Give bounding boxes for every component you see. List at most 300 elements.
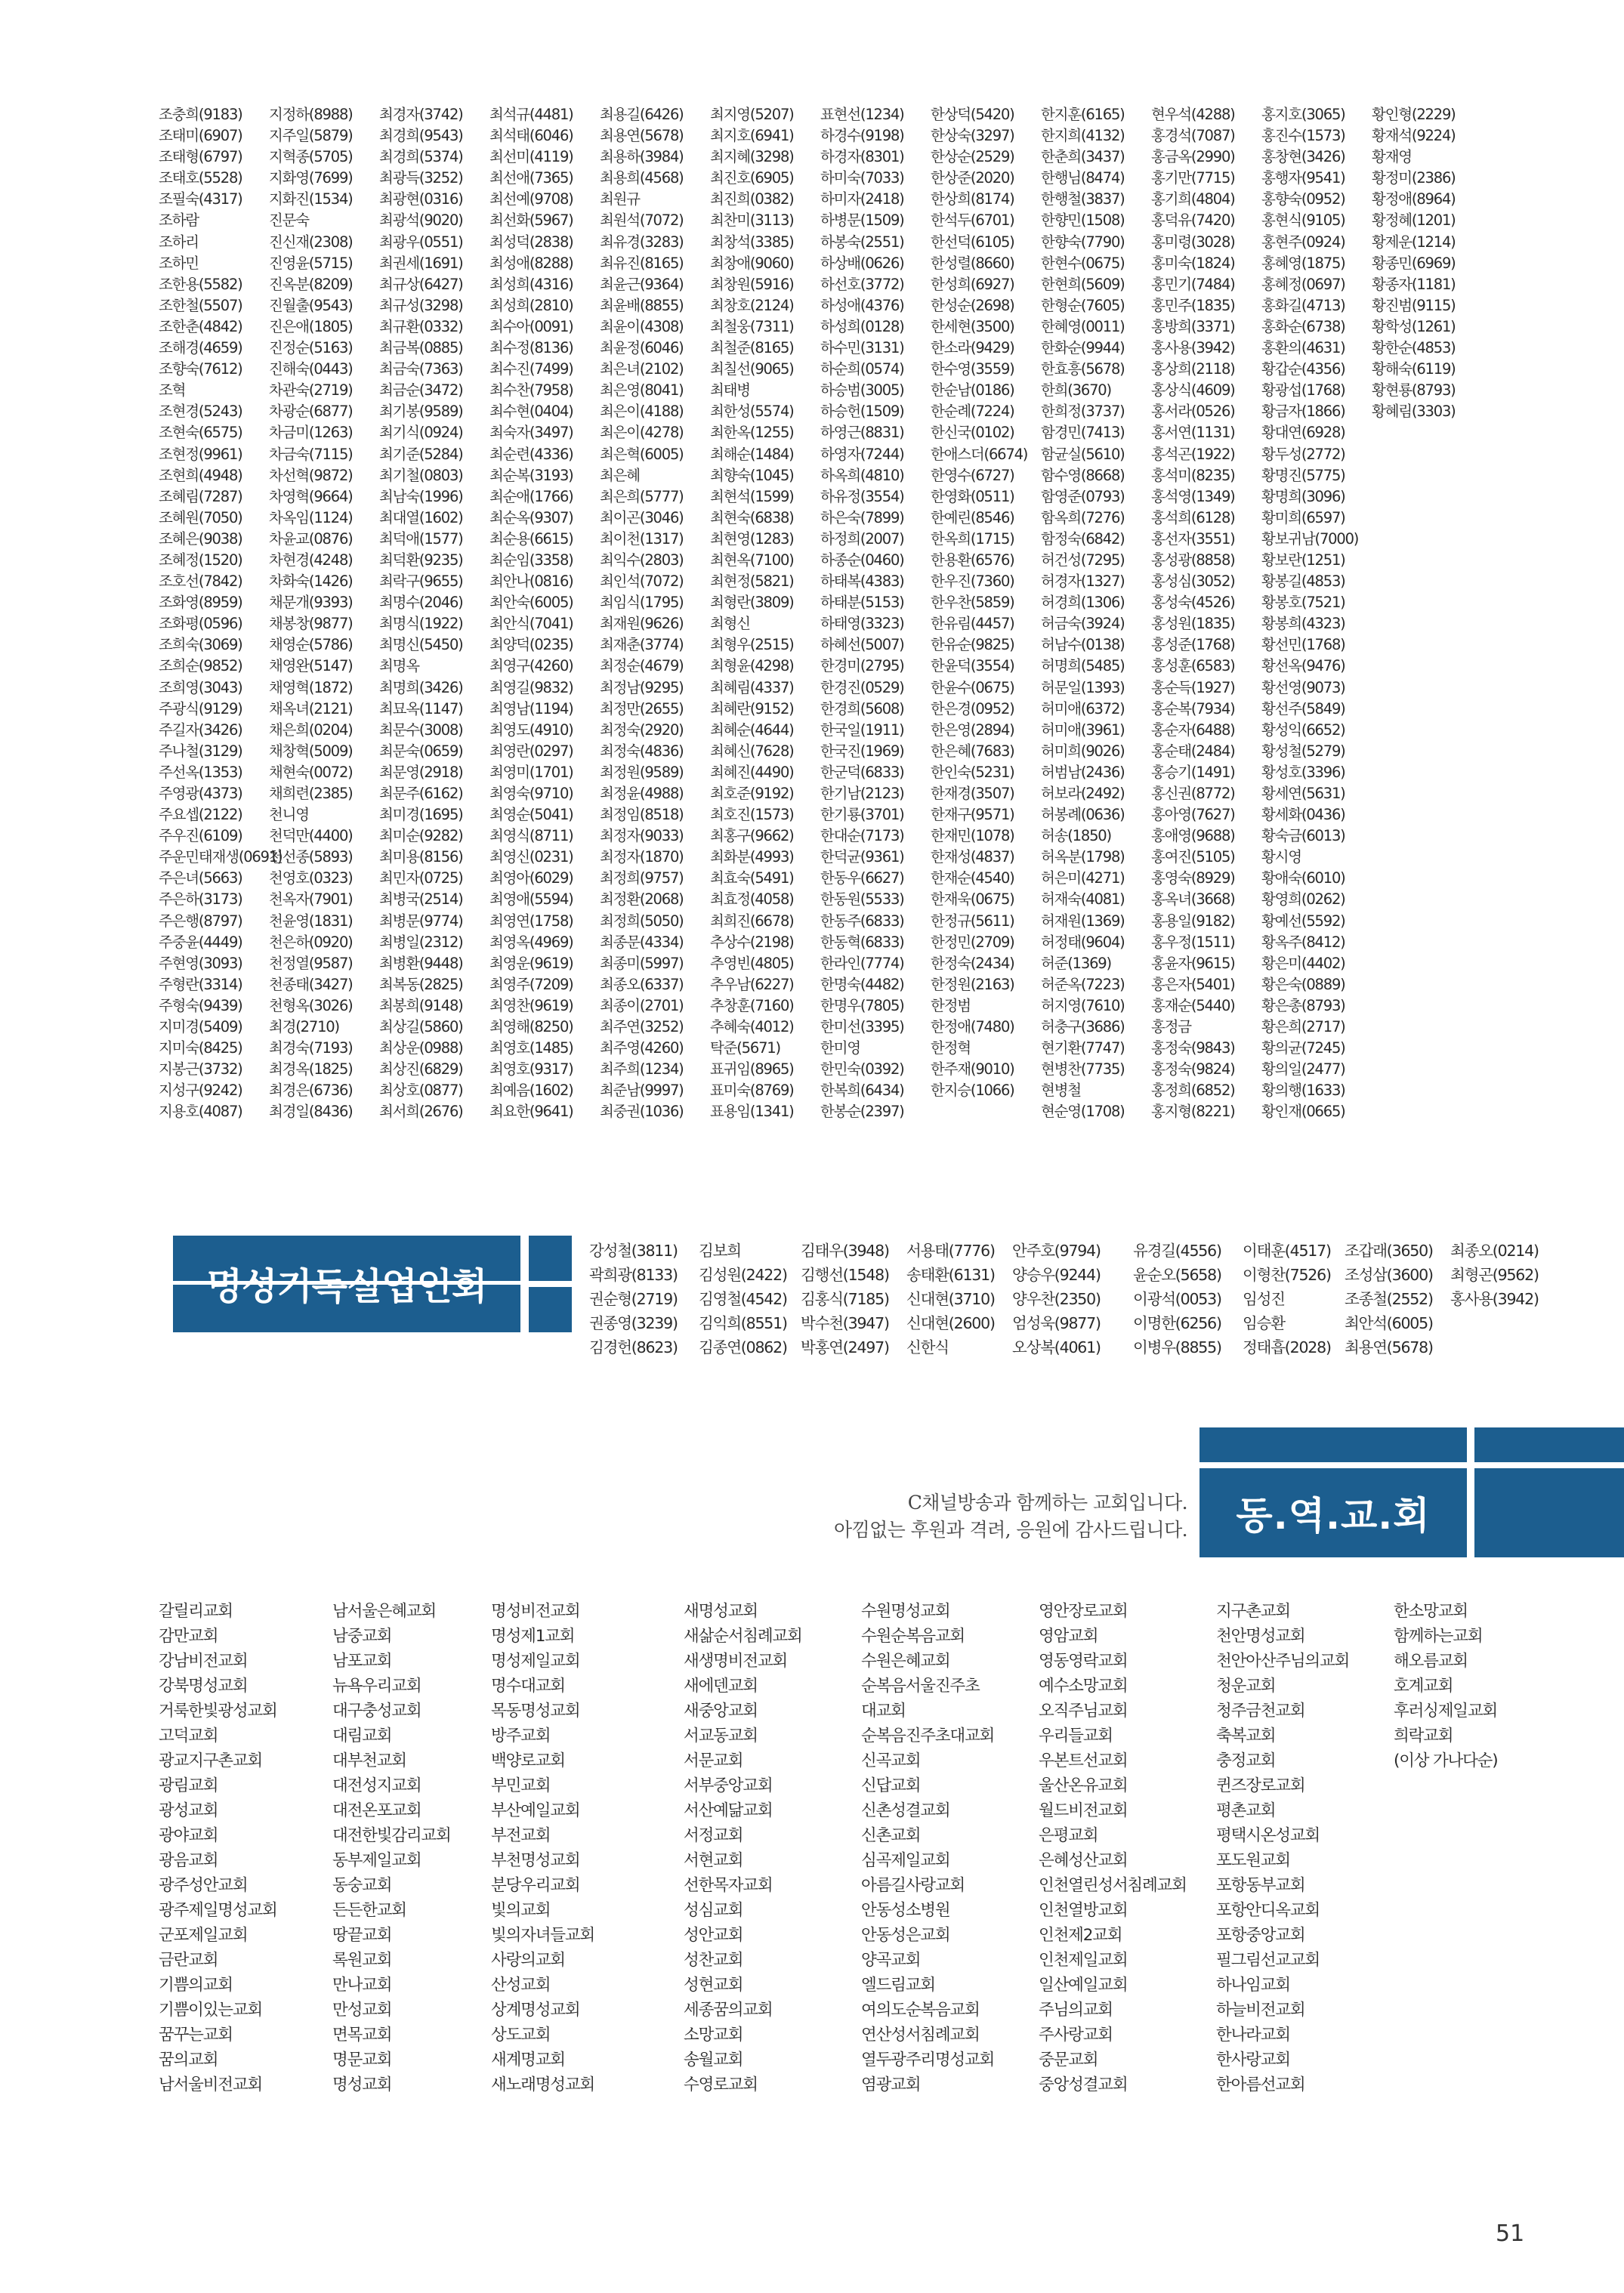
donor-name: 황성철(5279) (1261, 742, 1345, 760)
donor-name: 차영혁(9664) (269, 487, 353, 505)
donor-name: 한소라(9429) (931, 339, 1014, 357)
donor-name: 하선호(3772) (820, 275, 904, 293)
donor-name: 허범남(2436) (1041, 763, 1125, 781)
donor-name: 최진호(6905) (710, 169, 794, 187)
donor-name: 한재구(9571) (931, 806, 1014, 824)
donor-name: 조한철(5507) (159, 296, 242, 314)
donor-name: 하혜선(5007) (820, 636, 904, 654)
donor-name: 황옥주(8412) (1261, 933, 1345, 951)
donor-name: 최은이(4278) (600, 424, 684, 442)
donor-name: 하성애(4376) (820, 296, 904, 314)
list-column (1261, 104, 1367, 1123)
church-name: 은평교회 (1039, 1826, 1098, 1845)
church-name: 하나임교회 (1216, 1976, 1290, 1995)
donor-name: 한상순(2529) (931, 148, 1014, 166)
church-name: 부전교회 (491, 1826, 551, 1845)
church-name: 기쁨의교회 (159, 1976, 233, 1995)
donor-list (159, 104, 1518, 1123)
donor-name: 한행철(3837) (1041, 190, 1125, 208)
donor-name: 홍석곤(1922) (1151, 445, 1235, 463)
list-column (1012, 1239, 1133, 1359)
donor-name: 조충희(9183) (159, 106, 242, 123)
donor-name: 조화평(0596) (159, 615, 242, 633)
donor-name: 홍방희(3371) (1151, 317, 1235, 335)
donor-name: 주형란(3314) (159, 975, 242, 993)
church-name: 인천제2교회 (1039, 1926, 1122, 1945)
donor-name: 추상수(2198) (710, 933, 794, 951)
donor-name: 차화숙(1426) (269, 572, 353, 591)
donor-name: 최병일(2312) (379, 933, 463, 951)
donor-name: 한상희(8174) (931, 190, 1014, 208)
donor-name: 최주희(1234) (600, 1060, 684, 1079)
donor-name: 최유진(8165) (600, 254, 684, 272)
donor-name: 하수민(3131) (820, 339, 904, 357)
church-name: 우본트선교회 (1039, 1751, 1128, 1770)
church-name: 호계교회 (1394, 1677, 1453, 1696)
donor-name: 한현수(0675) (1041, 254, 1125, 272)
donor-name: 최수현(0404) (489, 403, 573, 421)
donor-name: 최경일(8436) (269, 1103, 353, 1121)
donor-name: 한봉순(2397) (820, 1103, 904, 1121)
church-name: 한아름선교회 (1216, 2075, 1305, 2094)
donor-name: 홍성숙(4526) (1151, 594, 1235, 612)
donor-name: 진정순(5163) (269, 339, 353, 357)
donor-name: 최정희(5050) (600, 912, 684, 930)
member-name: 김행선(1548) (801, 1266, 889, 1284)
donor-name: 한상덕(5420) (931, 106, 1014, 123)
donor-name: 최권세(1691) (379, 254, 463, 272)
donor-name: 최석규(4481) (489, 106, 573, 123)
donor-name: 홍성광(8858) (1151, 551, 1235, 569)
donor-name: 허남수(0138) (1041, 636, 1125, 654)
donor-name: 최희진(6678) (710, 912, 794, 930)
donor-name: 홍진수(1573) (1261, 127, 1345, 145)
donor-name: 홍지호(3065) (1261, 106, 1345, 123)
member-name: 김경헌(8623) (589, 1338, 678, 1356)
member-name: 곽희광(8133) (589, 1266, 678, 1284)
donor-name: 함영준(0793) (1041, 487, 1125, 505)
member-name: 임승환 (1243, 1314, 1285, 1332)
donor-name: 채창혁(5009) (269, 742, 353, 760)
member-name: 홍사용(3942) (1450, 1290, 1539, 1308)
donor-name: 최순옥(9307) (489, 508, 573, 526)
list-column (820, 104, 926, 1123)
church-name: 천안아산주님의교회 (1216, 1652, 1350, 1671)
donor-name: 최상진(6829) (379, 1060, 463, 1079)
donor-name: 홍용일(9182) (1151, 912, 1235, 930)
donor-name: 최용길(6426) (600, 106, 684, 123)
church-name: 사랑의교회 (491, 1951, 565, 1970)
donor-name: 한주재(9010) (931, 1060, 1014, 1079)
donor-name: 최경희(9543) (379, 127, 463, 145)
donor-name: 최태병 (710, 381, 750, 400)
donor-name: 황종민(6969) (1372, 254, 1456, 272)
church-name: 꿈꾸는교회 (159, 2026, 233, 2045)
donor-name: 허지영(7610) (1041, 996, 1125, 1014)
member-name: 조갑래(3650) (1345, 1242, 1433, 1260)
page-number: 51 (1496, 2220, 1525, 2247)
church-name: 연산성서침례교회 (861, 2026, 980, 2045)
church-name: 남포교회 (332, 1652, 392, 1671)
donor-name: 황성익(6652) (1261, 721, 1345, 739)
church-name: 남서울은혜교회 (332, 1602, 436, 1621)
church-name: 군포제일교회 (159, 1926, 248, 1945)
church-name: 영암교회 (1039, 1627, 1098, 1646)
donor-name: 최기준(5284) (379, 445, 463, 463)
donor-name: 차금미(1263) (269, 424, 353, 442)
donor-name: 황재석(9224) (1372, 127, 1456, 145)
donor-name: 한윤수(0675) (931, 678, 1014, 696)
donor-name: 하미자(2418) (820, 190, 904, 208)
donor-name: 홍석희(6128) (1151, 508, 1235, 526)
donor-name: 최순애(1766) (489, 487, 573, 505)
member-name: 조성삼(3600) (1345, 1266, 1433, 1284)
donor-name: 최영찬(9619) (489, 996, 573, 1014)
church-name: 세종꿈의교회 (684, 2001, 773, 2020)
donor-name: 하태복(4383) (820, 572, 904, 591)
church-name: 신촌교회 (861, 1826, 921, 1845)
church-name: 희락교회 (1394, 1727, 1453, 1745)
donor-name: 차금숙(7115) (269, 445, 353, 463)
donor-name: 한경희(5608) (820, 699, 904, 718)
church-name: 수원순복음교회 (861, 1627, 965, 1646)
church-name: 송월교회 (684, 2051, 743, 2069)
member-name: 권순형(2719) (589, 1290, 678, 1308)
donor-name: 최금숙(7363) (379, 360, 463, 378)
donor-name: 최철웅(7311) (710, 317, 794, 335)
donor-name: 홍재순(5440) (1151, 996, 1235, 1014)
donor-name: 지미경(5409) (159, 1018, 242, 1036)
donor-name: 최중권(1036) (600, 1103, 684, 1121)
donor-name: 최민자(0725) (379, 869, 463, 887)
donor-name: 최복동(2825) (379, 975, 463, 993)
donor-name: 하정희(2007) (820, 529, 904, 548)
church-name: 새명성교회 (684, 1602, 758, 1621)
donor-name: 최정희(9757) (600, 869, 684, 887)
donor-name: 최성희(4316) (489, 275, 573, 293)
donor-name: 홍혜영(1875) (1261, 254, 1345, 272)
donor-name: 최대열(1602) (379, 508, 463, 526)
donor-name: 최성희(2810) (489, 296, 573, 314)
donor-name: 최철준(8165) (710, 339, 794, 357)
list-column (379, 104, 485, 1123)
church-name: 대전온포교회 (332, 1801, 421, 1820)
donor-name: 최정환(2068) (600, 890, 684, 909)
list-column (600, 104, 705, 1123)
donor-name: 허경희(1306) (1041, 594, 1125, 612)
church-name: 수원은혜교회 (861, 1652, 950, 1671)
church-name: 서현교회 (684, 1851, 743, 1870)
list-column (699, 1239, 801, 1359)
donor-name: 최재원(9626) (600, 615, 684, 633)
donor-name: 홍성훈(6583) (1151, 657, 1235, 675)
list-column (801, 1239, 906, 1359)
donor-name: 최상호(0877) (379, 1082, 463, 1100)
donor-name: 한복희(6434) (820, 1082, 904, 1100)
church-name: 서교동교회 (684, 1727, 758, 1745)
donor-name: 한희(3670) (1041, 381, 1111, 400)
thanks-line-1: C채널방송과 함께하는 교회입니다. (907, 1492, 1187, 1514)
list-column (1243, 1239, 1345, 1359)
donor-name: 한윤덕(3554) (931, 657, 1014, 675)
donor-name: 최정자(1870) (600, 848, 684, 866)
donor-name: 홍옥녀(3668) (1151, 890, 1235, 909)
donor-name: 홍순자(6488) (1151, 721, 1235, 739)
church-name: 록원교회 (332, 1951, 392, 1970)
list-column (1151, 104, 1257, 1123)
donor-name: 홍아영(7627) (1151, 806, 1235, 824)
donor-name: 한현희(5609) (1041, 275, 1125, 293)
donor-name: 최봉희(9148) (379, 996, 463, 1014)
donor-name: 최정남(9295) (600, 678, 684, 696)
donor-name: 최향숙(1045) (710, 466, 794, 484)
donor-name: 한영화(0511) (931, 487, 1014, 505)
donor-name: 황정미(2386) (1372, 169, 1456, 187)
donor-name: 최상운(0988) (379, 1039, 463, 1057)
donor-name: 최기봉(9589) (379, 403, 463, 421)
donor-name: 허송(1850) (1041, 827, 1111, 845)
donor-name: 천윤영(1831) (269, 912, 353, 930)
donor-name: 한은영(2894) (931, 721, 1014, 739)
donor-name: 지화진(1534) (269, 190, 353, 208)
donor-name: 한수영(3559) (931, 360, 1014, 378)
donor-name: 황보귀남(7000) (1261, 529, 1359, 548)
list-column (1041, 104, 1147, 1123)
donor-name: 채현숙(0072) (269, 763, 353, 781)
donor-name: 현병찬(7735) (1041, 1060, 1125, 1079)
donor-name: 황명진(5775) (1261, 466, 1345, 484)
church-name: 거룩한빛광성교회 (159, 1702, 277, 1721)
donor-name: 허봉례(0636) (1041, 806, 1125, 824)
donor-name: 천형옥(3026) (269, 996, 353, 1014)
donor-name: 진영윤(5715) (269, 254, 353, 272)
donor-name: 지성구(9242) (159, 1082, 242, 1100)
donor-name: 조필숙(4317) (159, 190, 242, 208)
thanks-message (834, 1489, 1187, 1544)
church-name: 강북명성교회 (159, 1677, 248, 1696)
donor-name: 홍정숙(9824) (1151, 1060, 1235, 1079)
donor-name: 한선덕(6105) (931, 233, 1014, 251)
donor-name: 최은희(5777) (600, 487, 684, 505)
church-name: 성심교회 (684, 1901, 743, 1920)
donor-name: 최칠선(9065) (710, 360, 794, 378)
donor-name: 황의행(1633) (1261, 1082, 1345, 1100)
donor-name: 최명희(3426) (379, 678, 463, 696)
donor-name: 홍미숙(1824) (1151, 254, 1235, 272)
donor-name: 황두성(2772) (1261, 445, 1345, 463)
donor-name: 홍정금 (1151, 1018, 1191, 1036)
donor-name: 황세화(0436) (1261, 806, 1345, 824)
church-name: 금란교회 (159, 1951, 218, 1970)
donor-name: 한효흥(5678) (1041, 360, 1125, 378)
church-name: 동숭교회 (332, 1876, 392, 1895)
donor-name: 하순희(0574) (820, 360, 904, 378)
donor-name: 홍금옥(2990) (1151, 148, 1235, 166)
donor-name: 황현룡(8793) (1372, 381, 1456, 400)
church-name: 명성제1교회 (491, 1627, 575, 1646)
donor-name: 황애숙(6010) (1261, 869, 1345, 887)
donor-name: 최원규 (600, 190, 640, 208)
donor-name: 최현석(1599) (710, 487, 794, 505)
donor-name: 홍서연(1131) (1151, 424, 1235, 442)
donor-name: 표미숙(8769) (710, 1082, 794, 1100)
donor-name: 최경희(5374) (379, 148, 463, 166)
donor-name: 조화영(8959) (159, 594, 242, 612)
donor-name: 홍여진(5105) (1151, 848, 1235, 866)
member-name: 박수천(3947) (801, 1314, 889, 1332)
donor-name: 황대연(6928) (1261, 424, 1345, 442)
donor-name: 최영남(1194) (489, 699, 573, 718)
donor-name: 최용하(3984) (600, 148, 684, 166)
donor-name: 최병환(9448) (379, 954, 463, 972)
church-name: 함께하는교회 (1394, 1627, 1483, 1646)
donor-name: 한라인(7774) (820, 954, 904, 972)
donor-name: 허경자(1327) (1041, 572, 1125, 591)
church-name: 포항안디옥교회 (1216, 1901, 1320, 1920)
member-name: 이형찬(7526) (1243, 1266, 1331, 1284)
list-column (1345, 1239, 1450, 1359)
donor-name: 홍순복(7934) (1151, 699, 1235, 718)
donor-name: 한미선(3395) (820, 1018, 904, 1036)
donor-name: 하승범(3005) (820, 381, 904, 400)
donor-name: 최영해(8250) (489, 1018, 573, 1036)
donor-name: 황인재(0665) (1261, 1103, 1345, 1121)
list-column (931, 104, 1036, 1123)
donor-name: 최유경(3283) (600, 233, 684, 251)
donor-name: 최정순(4679) (600, 657, 684, 675)
church-name: 우리들교회 (1039, 1727, 1113, 1745)
donor-name: 조혜원(7050) (159, 508, 242, 526)
donor-name: 조현희(4948) (159, 466, 242, 484)
donor-name: 황갑순(4356) (1261, 360, 1345, 378)
church-name: 여의도순복음교회 (861, 2001, 980, 2020)
donor-name: 함균실(5610) (1041, 445, 1125, 463)
donor-name: 최종문(4334) (600, 933, 684, 951)
church-name: 서문교회 (684, 1751, 743, 1770)
donor-name: 황명희(3096) (1261, 487, 1345, 505)
donor-name: 허금숙(3924) (1041, 615, 1125, 633)
donor-name: 최수찬(7958) (489, 381, 573, 400)
church-name: 울산온유교회 (1039, 1776, 1128, 1795)
donor-name: 하종순(0460) (820, 551, 904, 569)
donor-name: 한정혁 (931, 1039, 971, 1057)
donor-name: 최서희(2676) (379, 1103, 463, 1121)
member-name: 윤순오(5658) (1133, 1266, 1221, 1284)
donor-name: 차광순(6877) (269, 403, 353, 421)
donor-name: 한영수(6727) (931, 466, 1014, 484)
church-name: 양곡교회 (861, 1951, 921, 1970)
donor-name: 하태영(3323) (820, 615, 904, 633)
donor-name: 최영미(1701) (489, 763, 573, 781)
church-name: 일산예일교회 (1039, 1976, 1128, 1995)
donor-name: 황한순(4853) (1372, 339, 1456, 357)
donor-name: 최형란(3809) (710, 594, 794, 612)
donor-name: 진월출(9543) (269, 296, 353, 314)
donor-name: 최순용(6615) (489, 529, 573, 548)
donor-name: 홍애영(9688) (1151, 827, 1235, 845)
donor-name: 하봉숙(2551) (820, 233, 904, 251)
church-name: 은혜성산교회 (1039, 1851, 1128, 1870)
donor-name: 한애스더(6674) (931, 445, 1028, 463)
donor-name: 추혜숙(4012) (710, 1018, 794, 1036)
church-name: 축복교회 (1216, 1727, 1276, 1745)
donor-name: 최순임(3358) (489, 551, 573, 569)
donor-name: 채봉창(9877) (269, 615, 353, 633)
donor-name: 황세연(5631) (1261, 785, 1345, 802)
member-name: 김익희(8551) (699, 1314, 787, 1332)
donor-name: 한유순(9825) (931, 636, 1014, 654)
donor-name: 최정숙(4836) (600, 742, 684, 760)
member-name: 권종영(3239) (589, 1314, 678, 1332)
donor-name: 홍석영(1349) (1151, 487, 1235, 505)
donor-name: 한희정(3737) (1041, 403, 1125, 421)
donor-name: 채희련(2385) (269, 785, 353, 802)
donor-name: 최윤이(4308) (600, 317, 684, 335)
donor-name: 한인숙(5231) (931, 763, 1014, 781)
donor-name: 한재성(4837) (931, 848, 1014, 866)
church-name: 꿈의교회 (159, 2051, 218, 2069)
donor-name: 최혜림(4337) (710, 678, 794, 696)
donor-name: 최영호(9317) (489, 1060, 573, 1079)
donor-name: 홍현식(9105) (1261, 211, 1345, 230)
donor-name: 최혜순(4644) (710, 721, 794, 739)
donor-name: 한지희(4132) (1041, 127, 1125, 145)
member-name: 강성철(3811) (589, 1242, 678, 1260)
donor-name: 주선옥(1353) (159, 763, 242, 781)
donor-name: 최숙자(3497) (489, 424, 573, 442)
donor-name: 하성희(0128) (820, 317, 904, 335)
donor-name: 하유정(3554) (820, 487, 904, 505)
donor-name: 허은미(4271) (1041, 869, 1125, 887)
donor-name: 최금순(3472) (379, 381, 463, 400)
donor-name: 최은혁(6005) (600, 445, 684, 463)
donor-name: 황학성(1261) (1372, 317, 1456, 335)
church-name: 안동성소병원 (861, 1901, 950, 1920)
church-name: 대구충성교회 (332, 1702, 421, 1721)
donor-name: 홍서라(0526) (1151, 403, 1235, 421)
donor-name: 지봉근(3732) (159, 1060, 242, 1079)
donor-name: 최문영(2918) (379, 763, 463, 781)
donor-name: 한순남(0186) (931, 381, 1014, 400)
donor-name: 천영호(0323) (269, 869, 353, 887)
donor-name: 홍혜정(0697) (1261, 275, 1345, 293)
donor-name: 주중윤(4449) (159, 933, 242, 951)
church-name: 중문교회 (1039, 2051, 1098, 2069)
donor-name: 조혜정(1520) (159, 551, 242, 569)
church-name: 영안장로교회 (1039, 1602, 1128, 1621)
church-name: 신곡교회 (861, 1751, 921, 1770)
donor-name: 최덕환(9235) (379, 551, 463, 569)
church-name: 광주제일명성교회 (159, 1901, 277, 1920)
donor-name: 한재경(3507) (931, 785, 1014, 802)
donor-name: 함경민(7413) (1041, 424, 1125, 442)
donor-name: 최창원(5916) (710, 275, 794, 293)
member-name: 엄성욱(9877) (1012, 1314, 1101, 1332)
donor-name: 최창호(2124) (710, 296, 794, 314)
member-name: 김성원(2422) (699, 1266, 787, 1284)
member-name: 정태흡(2028) (1243, 1338, 1331, 1356)
donor-name: 최기식(0924) (379, 424, 463, 442)
donor-name: 최지혜(3298) (710, 148, 794, 166)
church-name: 새계명교회 (491, 2051, 565, 2069)
donor-name: 황인형(2229) (1372, 106, 1456, 123)
donor-name: 최명식(1922) (379, 615, 463, 633)
donor-name: 추우남(6227) (710, 975, 794, 993)
donor-name: 최혜진(4490) (710, 763, 794, 781)
church-name: 목동명성교회 (491, 1702, 580, 1721)
donor-name: 주영광(4373) (159, 785, 242, 802)
donor-name: 최명수(2046) (379, 594, 463, 612)
